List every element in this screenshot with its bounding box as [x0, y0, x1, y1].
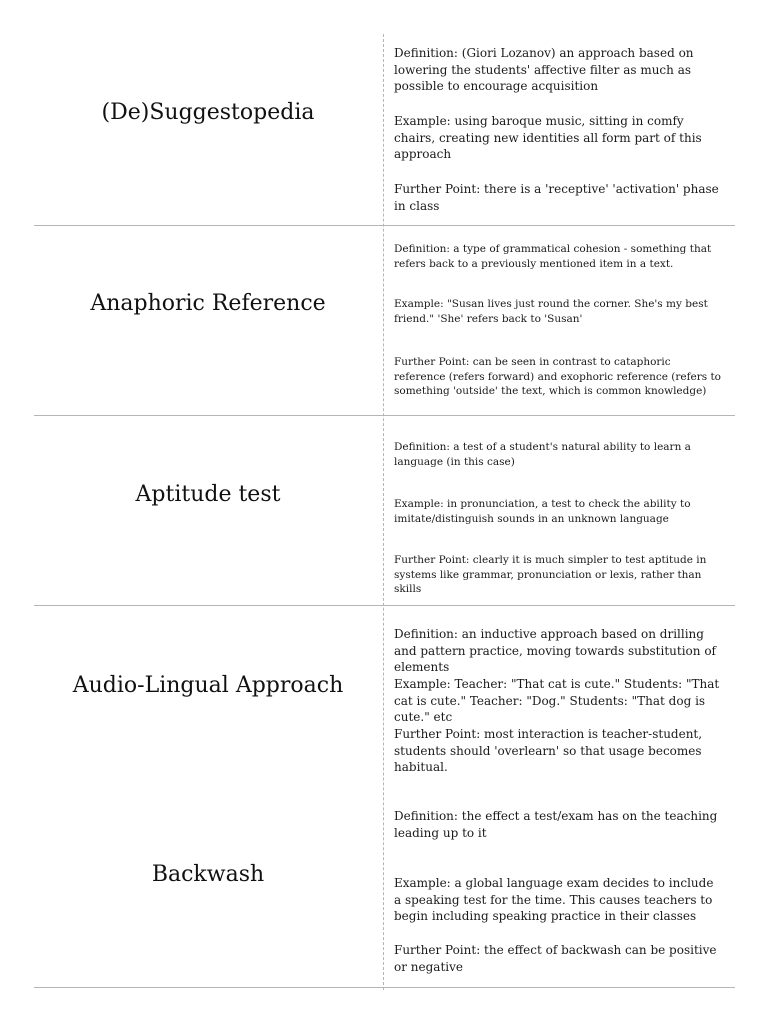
card-divider: [34, 415, 735, 416]
example-text: Example: Teacher: "That cat is cute." Students: "That cat is cute." Teacher: "Dog." Students: "That dog is cute." etc: [394, 677, 720, 724]
further-point-text: Further Point: can be seen in contrast to cataphoric reference (refers forward) and exophoric reference (refers to something 'outside' the text, which is common knowledge): [394, 356, 722, 397]
term-backwash: Backwash: [151, 862, 265, 887]
further-point-text: Further Point: most interaction is teacher-student, students should 'overlearn' so that usage becomes habitual.: [394, 727, 703, 774]
example-text: Example: "Susan lives just round the corner. She's my best friend." 'She' refers back to 'Susan': [394, 298, 708, 325]
term-anaphoric-reference: Anaphoric Reference: [90, 291, 326, 316]
card-divider: [34, 605, 735, 606]
definition-text: Definition: a type of grammatical cohesion - something that refers back to a previously mentioned item in a text.: [394, 243, 712, 270]
card-divider: [34, 225, 735, 226]
card-divider: [34, 987, 735, 988]
further-point-text: Further Point: clearly it is much simpler to test aptitude in systems like grammar, pronunciation or lexis, rather than skills: [394, 554, 707, 595]
example-text: Example: in pronunciation, a test to check the ability to imitate/distinguish sounds in an unknown language: [394, 498, 691, 525]
term-audio-lingual-approach: Audio-Lingual Approach: [72, 673, 344, 698]
term-aptitude-test: Aptitude test: [135, 482, 281, 507]
term-desuggestopedia: (De)Suggestopedia: [101, 100, 315, 125]
definition-text: Definition: (Giori Lozanov) an approach based on lowering the students' affective filter as much as possible to encourage acquisition: [394, 46, 694, 93]
definition-text: Definition: an inductive approach based on drilling and pattern practice, moving towards substitution of elements: [394, 627, 716, 674]
fold-line: [383, 34, 384, 990]
example-text: Example: a global language exam decides to include a speaking test for the time. This causes teachers to begin including speaking practice in their classes: [394, 876, 714, 923]
further-point-text: Further Point: the effect of backwash can be positive or negative: [394, 943, 717, 974]
definition-text: Definition: a test of a student's natural ability to learn a language (in this case): [394, 441, 691, 468]
definition-text: Definition: the effect a test/exam has on the teaching leading up to it: [394, 809, 718, 840]
further-point-text: Further Point: there is a 'receptive' 'activation' phase in class: [394, 182, 719, 213]
example-text: Example: using baroque music, sitting in comfy chairs, creating new identities all form part of this approach: [394, 114, 702, 161]
